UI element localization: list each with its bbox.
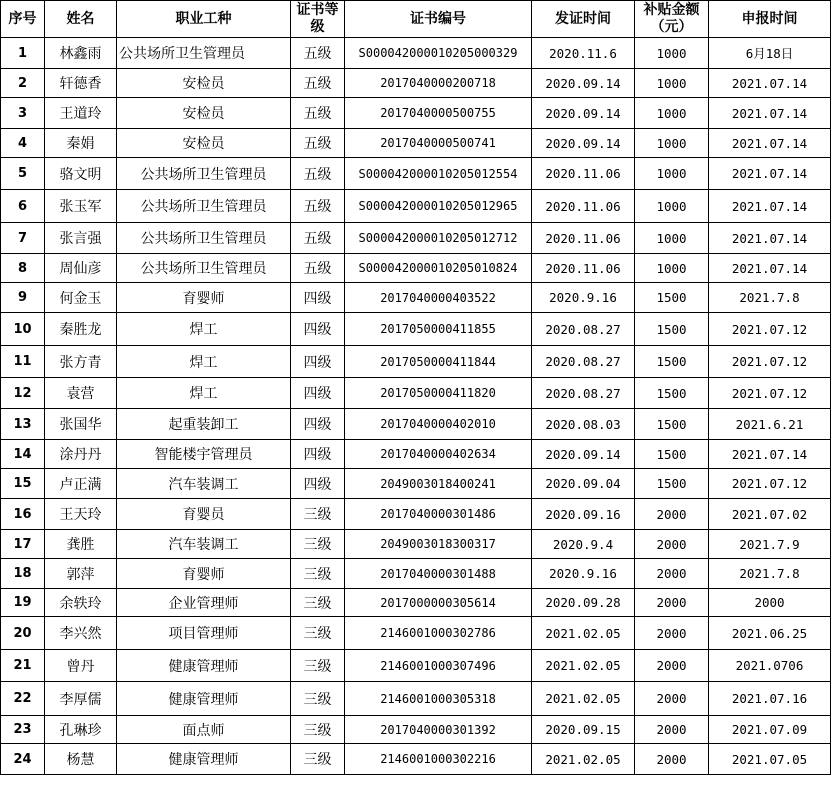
cell-issue-date: 2020.11.6 [532, 38, 635, 69]
header-no: 序号 [1, 1, 45, 38]
cell-apply-date: 2000 [709, 589, 831, 617]
cell-amount: 2000 [635, 589, 709, 617]
cell-no: 4 [1, 129, 45, 158]
cell-no: 10 [1, 313, 45, 346]
cell-cert: 2017050000411855 [345, 313, 532, 346]
cell-no: 6 [1, 190, 45, 223]
cell-job: 公共场所卫生管理员 [117, 190, 291, 223]
cell-issue-date: 2021.02.05 [532, 744, 635, 775]
table-row [1, 469, 831, 499]
cell-apply-date: 2021.7.8 [709, 283, 831, 313]
cell-level: 四级 [291, 313, 345, 346]
cell-name: 张玉军 [45, 190, 117, 223]
cell-name: 秦胜龙 [45, 313, 117, 346]
cell-amount: 1000 [635, 38, 709, 69]
cell-apply-date: 2021.0706 [709, 650, 831, 682]
cell-apply-date: 2021.07.16 [709, 682, 831, 716]
table-row [1, 38, 831, 69]
cell-apply-date: 2021.07.12 [709, 313, 831, 346]
cell-cert: 2146001000307496 [345, 650, 532, 682]
cell-amount: 2000 [635, 499, 709, 530]
cell-job: 起重装卸工 [117, 409, 291, 440]
cell-issue-date: 2021.02.05 [532, 650, 635, 682]
cell-name: 何金玉 [45, 283, 117, 313]
table-row [1, 254, 831, 283]
cell-apply-date: 2021.7.8 [709, 559, 831, 589]
header-job: 职业工种 [117, 1, 291, 38]
cell-job: 面点师 [117, 716, 291, 744]
table-body [1, 38, 831, 775]
cell-cert: 2017040000403522 [345, 283, 532, 313]
cell-name: 轩德香 [45, 69, 117, 98]
cell-amount: 2000 [635, 716, 709, 744]
cell-amount: 2000 [635, 744, 709, 775]
cell-name: 李兴然 [45, 617, 117, 650]
cell-no: 13 [1, 409, 45, 440]
cell-apply-date: 2021.07.02 [709, 499, 831, 530]
cell-issue-date: 2020.08.03 [532, 409, 635, 440]
cell-job: 安检员 [117, 129, 291, 158]
cell-level: 五级 [291, 223, 345, 254]
cell-cert: 2017040000402010 [345, 409, 532, 440]
cell-issue-date: 2020.11.06 [532, 158, 635, 190]
cell-cert: 2146001000302786 [345, 617, 532, 650]
cell-amount: 1000 [635, 69, 709, 98]
cell-no: 16 [1, 499, 45, 530]
cell-level: 四级 [291, 409, 345, 440]
table-row [1, 346, 831, 378]
table-row [1, 440, 831, 469]
cell-cert: 2017040000301486 [345, 499, 532, 530]
cell-no: 5 [1, 158, 45, 190]
table-row [1, 129, 831, 158]
cell-no: 8 [1, 254, 45, 283]
cell-apply-date: 2021.06.25 [709, 617, 831, 650]
cell-cert: 2146001000305318 [345, 682, 532, 716]
cell-name: 林鑫雨 [45, 38, 117, 69]
cell-job: 汽车装调工 [117, 469, 291, 499]
cell-job: 公共场所卫生管理员 [117, 223, 291, 254]
cell-name: 杨慧 [45, 744, 117, 775]
cell-apply-date: 6月18日 [709, 38, 831, 69]
cell-no: 24 [1, 744, 45, 775]
cell-amount: 1500 [635, 346, 709, 378]
cell-issue-date: 2021.02.05 [532, 617, 635, 650]
cell-name: 龚胜 [45, 530, 117, 559]
cell-name: 余轶玲 [45, 589, 117, 617]
table-row [1, 617, 831, 650]
cell-issue-date: 2020.08.27 [532, 313, 635, 346]
cell-level: 五级 [291, 254, 345, 283]
cell-cert: S000042000010205012554 [345, 158, 532, 190]
cell-name: 骆文明 [45, 158, 117, 190]
cell-amount: 2000 [635, 617, 709, 650]
table-row [1, 682, 831, 716]
cell-issue-date: 2020.09.16 [532, 499, 635, 530]
cell-no: 23 [1, 716, 45, 744]
header-cert: 证书编号 [345, 1, 532, 38]
cell-job: 汽车装调工 [117, 530, 291, 559]
cell-amount: 1500 [635, 440, 709, 469]
table-row [1, 589, 831, 617]
cell-amount: 1000 [635, 254, 709, 283]
table-row [1, 716, 831, 744]
cell-cert: S000042000010205012965 [345, 190, 532, 223]
cell-no: 11 [1, 346, 45, 378]
cell-name: 周仙彦 [45, 254, 117, 283]
cell-level: 三级 [291, 559, 345, 589]
cell-apply-date: 2021.07.05 [709, 744, 831, 775]
cell-issue-date: 2020.09.14 [532, 440, 635, 469]
cell-level: 三级 [291, 589, 345, 617]
cell-apply-date: 2021.07.12 [709, 378, 831, 409]
cell-no: 17 [1, 530, 45, 559]
cell-issue-date: 2020.09.14 [532, 69, 635, 98]
cell-cert: 2017040000301488 [345, 559, 532, 589]
cell-issue-date: 2020.9.4 [532, 530, 635, 559]
cell-cert: 2017040000500755 [345, 98, 532, 129]
cell-job: 安检员 [117, 69, 291, 98]
cell-job: 健康管理师 [117, 682, 291, 716]
cell-amount: 1500 [635, 378, 709, 409]
cell-job: 安检员 [117, 98, 291, 129]
cell-amount: 1500 [635, 409, 709, 440]
table-row [1, 378, 831, 409]
cell-no: 20 [1, 617, 45, 650]
cell-issue-date: 2020.09.04 [532, 469, 635, 499]
cell-amount: 1500 [635, 313, 709, 346]
cell-apply-date: 2021.07.14 [709, 254, 831, 283]
cell-amount: 2000 [635, 530, 709, 559]
header-row [1, 1, 831, 38]
cell-job: 项目管理师 [117, 617, 291, 650]
cell-level: 五级 [291, 129, 345, 158]
cell-no: 14 [1, 440, 45, 469]
table-row [1, 650, 831, 682]
cell-cert: 2017040000500741 [345, 129, 532, 158]
header-name: 姓名 [45, 1, 117, 38]
cell-name: 袁营 [45, 378, 117, 409]
table-row [1, 223, 831, 254]
cell-level: 五级 [291, 158, 345, 190]
cell-job: 健康管理师 [117, 650, 291, 682]
cell-cert: 2017000000305614 [345, 589, 532, 617]
cell-name: 郭萍 [45, 559, 117, 589]
cell-issue-date: 2020.11.06 [532, 254, 635, 283]
header-amount: 补贴金额（元） [635, 1, 709, 38]
cell-job: 公共场所卫生管理员 [117, 38, 291, 69]
cell-cert: S000042000010205012712 [345, 223, 532, 254]
cell-name: 曾丹 [45, 650, 117, 682]
cell-apply-date: 2021.07.12 [709, 346, 831, 378]
cell-no: 3 [1, 98, 45, 129]
cell-no: 15 [1, 469, 45, 499]
cell-cert: 2017040000402634 [345, 440, 532, 469]
cell-no: 21 [1, 650, 45, 682]
cell-no: 2 [1, 69, 45, 98]
cell-name: 卢正满 [45, 469, 117, 499]
table-row [1, 313, 831, 346]
cell-apply-date: 2021.07.14 [709, 129, 831, 158]
cell-name: 李厚儒 [45, 682, 117, 716]
table-row [1, 559, 831, 589]
cell-name: 王天玲 [45, 499, 117, 530]
cell-amount: 1500 [635, 283, 709, 313]
cell-apply-date: 2021.07.14 [709, 158, 831, 190]
cell-cert: 2017050000411844 [345, 346, 532, 378]
cell-job: 育婴师 [117, 283, 291, 313]
cell-apply-date: 2021.07.14 [709, 190, 831, 223]
table-row [1, 499, 831, 530]
cell-no: 18 [1, 559, 45, 589]
cell-cert: 2146001000302216 [345, 744, 532, 775]
cell-level: 五级 [291, 190, 345, 223]
cell-name: 张方青 [45, 346, 117, 378]
cell-no: 12 [1, 378, 45, 409]
cell-name: 秦娟 [45, 129, 117, 158]
cell-amount: 1000 [635, 158, 709, 190]
header-apply-date: 申报时间 [709, 1, 831, 38]
cell-cert: 2017040000200718 [345, 69, 532, 98]
table-row [1, 283, 831, 313]
cell-issue-date: 2021.02.05 [532, 682, 635, 716]
cell-level: 四级 [291, 378, 345, 409]
cell-no: 22 [1, 682, 45, 716]
cell-level: 三级 [291, 499, 345, 530]
cell-job: 健康管理师 [117, 744, 291, 775]
cell-no: 19 [1, 589, 45, 617]
cell-name: 王道玲 [45, 98, 117, 129]
cell-cert: 2017050000411820 [345, 378, 532, 409]
cell-apply-date: 2021.07.14 [709, 440, 831, 469]
cell-name: 张言强 [45, 223, 117, 254]
cell-amount: 1000 [635, 98, 709, 129]
cell-name: 涂丹丹 [45, 440, 117, 469]
cell-amount: 1000 [635, 223, 709, 254]
header-issue-date: 发证时间 [532, 1, 635, 38]
cell-cert: S000042000010205010824 [345, 254, 532, 283]
cell-level: 三级 [291, 617, 345, 650]
cell-no: 9 [1, 283, 45, 313]
cell-level: 三级 [291, 530, 345, 559]
cell-no: 1 [1, 38, 45, 69]
cell-issue-date: 2020.09.14 [532, 98, 635, 129]
table-row [1, 530, 831, 559]
cell-apply-date: 2021.6.21 [709, 409, 831, 440]
cell-cert: 2049003018400241 [345, 469, 532, 499]
table-row [1, 744, 831, 775]
cell-issue-date: 2020.9.16 [532, 283, 635, 313]
cell-level: 五级 [291, 69, 345, 98]
cell-issue-date: 2020.08.27 [532, 346, 635, 378]
cell-issue-date: 2020.09.15 [532, 716, 635, 744]
cell-amount: 2000 [635, 559, 709, 589]
table-row [1, 190, 831, 223]
cell-issue-date: 2020.11.06 [532, 223, 635, 254]
table-row [1, 69, 831, 98]
cell-amount: 2000 [635, 650, 709, 682]
cell-job: 公共场所卫生管理员 [117, 158, 291, 190]
cell-job: 焊工 [117, 313, 291, 346]
cell-issue-date: 2020.9.16 [532, 559, 635, 589]
cell-no: 7 [1, 223, 45, 254]
cell-apply-date: 2021.07.14 [709, 98, 831, 129]
cell-name: 孔琳珍 [45, 716, 117, 744]
cell-job: 智能楼宇管理员 [117, 440, 291, 469]
cell-level: 四级 [291, 469, 345, 499]
table-row [1, 409, 831, 440]
cell-amount: 1500 [635, 469, 709, 499]
cell-apply-date: 2021.7.9 [709, 530, 831, 559]
cell-name: 张国华 [45, 409, 117, 440]
cell-level: 四级 [291, 346, 345, 378]
cell-issue-date: 2020.11.06 [532, 190, 635, 223]
cell-level: 五级 [291, 38, 345, 69]
cell-issue-date: 2020.08.27 [532, 378, 635, 409]
cell-job: 焊工 [117, 378, 291, 409]
cell-job: 育婴师 [117, 559, 291, 589]
cell-level: 三级 [291, 716, 345, 744]
table-row [1, 158, 831, 190]
cell-cert: 2049003018300317 [345, 530, 532, 559]
cell-cert: 2017040000301392 [345, 716, 532, 744]
header-level: 证书等级 [291, 1, 345, 38]
cell-level: 五级 [291, 98, 345, 129]
cell-apply-date: 2021.07.12 [709, 469, 831, 499]
cell-job: 企业管理师 [117, 589, 291, 617]
cell-cert: S000042000010205000329 [345, 38, 532, 69]
cell-level: 三级 [291, 650, 345, 682]
table-row [1, 98, 831, 129]
cell-apply-date: 2021.07.14 [709, 69, 831, 98]
cell-apply-date: 2021.07.09 [709, 716, 831, 744]
cell-job: 育婴员 [117, 499, 291, 530]
cell-issue-date: 2020.09.28 [532, 589, 635, 617]
cell-level: 三级 [291, 744, 345, 775]
cell-level: 四级 [291, 440, 345, 469]
cell-job: 公共场所卫生管理员 [117, 254, 291, 283]
cell-level: 四级 [291, 283, 345, 313]
cell-issue-date: 2020.09.14 [532, 129, 635, 158]
cell-level: 三级 [291, 682, 345, 716]
cell-amount: 2000 [635, 682, 709, 716]
cell-amount: 1000 [635, 129, 709, 158]
cell-amount: 1000 [635, 190, 709, 223]
cell-apply-date: 2021.07.14 [709, 223, 831, 254]
cell-job: 焊工 [117, 346, 291, 378]
